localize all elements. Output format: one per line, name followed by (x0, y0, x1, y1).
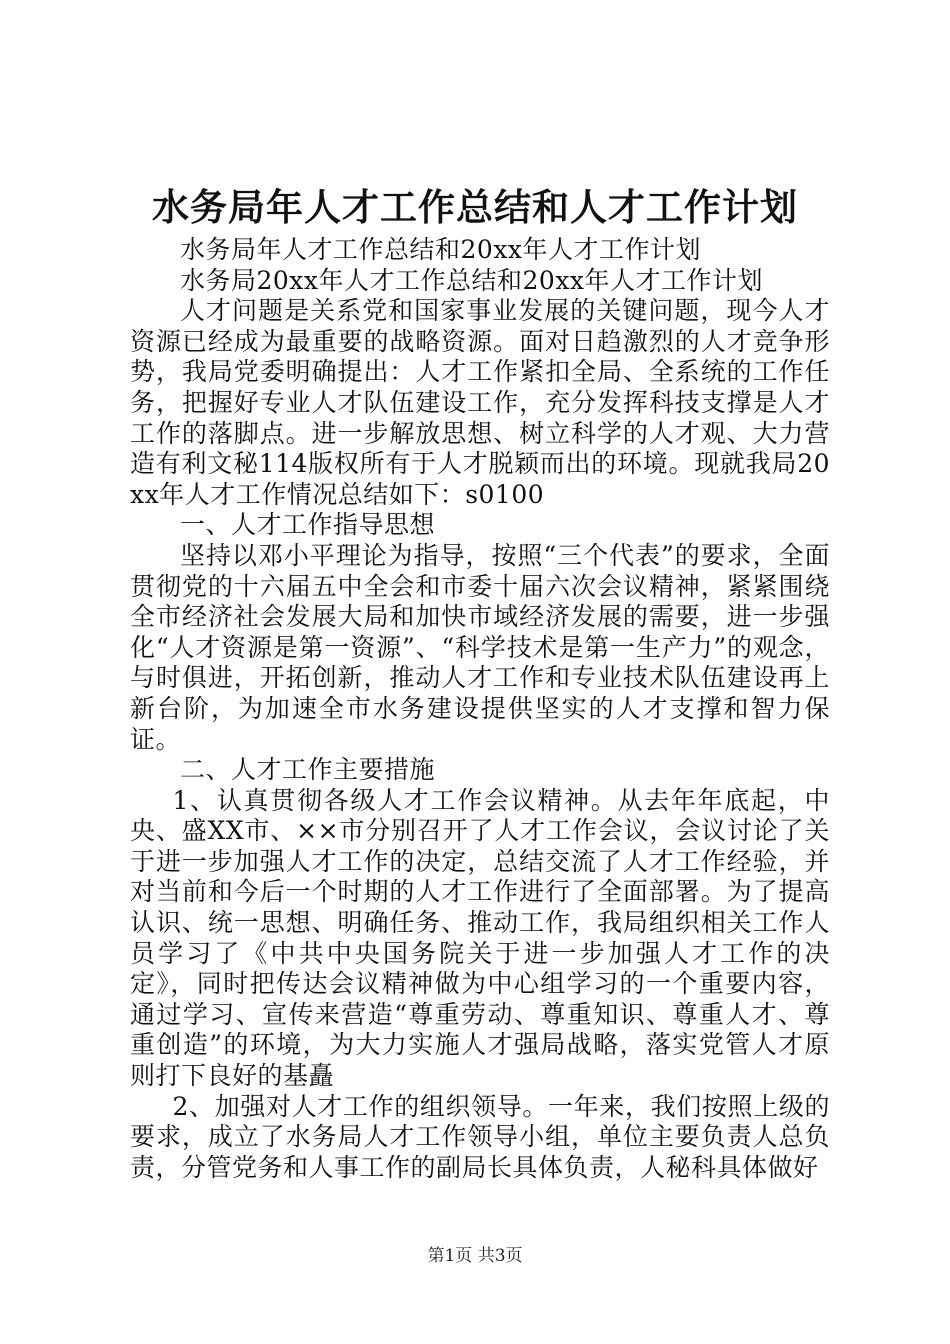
subtitle-line-1: 水务局年人才工作总结和20xx年人才工作计划 (180, 235, 702, 264)
subtitle-line-2: 水务局20xx年人才工作总结和20xx年人才工作计划 (180, 265, 764, 295)
section-heading-guiding-thought: 一、人才工作指导思想 (180, 510, 436, 540)
document-title: 水务局年人才工作总结和人才工作计划 (152, 186, 798, 229)
measure-2-paragraph: 2、加强对人才工作的组织领导。一年来，我们按照上级的要求，成立了水务局人才工作领导小组，单位主要负责人总负责，分管党务和人事工作的副局长具体负责，人秘科具体做好 (130, 1091, 830, 1182)
guiding-thought-paragraph: 坚持以邓小平理论为指导，按照“三个代表”的要求，全面贯彻党的十六届五中全会和市委十届六次会议精神，紧紧围绕全市经济社会发展大局和加快市域经济发展的需要，进一步强化“人才资源是第一资源”、“科学技术是第一生产力”的观念，与时俱进，开拓创新，推动人才工作和专业技术队伍建设再上新台阶，为加速全市水务建设提供坚实的人才支撑和智力保证。 (130, 540, 830, 754)
measure-1-paragraph: 1、认真贯彻各级人才工作会议精神。从去年年底起，中央、盛XX市、××市分别召开了人才工作会议，会议讨论了关于进一步加强人才工作的决定，总结交流了人才工作经验，并对当前和今后一个时期的人才工作进行了全面部署。为了提高认识、统一思想、明确任务、推动工作，我局组织相关工作人员学习了《中共中央国务院关于进一步加强人才工作的决定》，同时把传达会议精神做为中心组学习的一个重要内容，通过学习、宣传来营造“尊重劳动、尊重知识、尊重人才、尊重创造”的环境，为大力实施人才强局战略，落实党管人才原则打下良好的基矗 (130, 785, 830, 1091)
intro-paragraph: 人才问题是关系党和国家事业发展的关键问题，现今人才资源已经成为最重要的战略资源。面对日趋激烈的人才竞争形势，我局党委明确提出：人才工作紧扣全局、全系统的工作任务，把握好专业人才队伍建设工作，充分发挥科技支撑是人才工作的落脚点。进一步解放思想、树立科学的人才观、大力营造有利文秘114版权所有于人才脱颖而出的环境。现就我局20xx年人才工作情况总结如下：s0100 (130, 296, 830, 509)
section-heading-main-measures: 二、人才工作主要措施 (180, 755, 436, 785)
page-number-footer: 第1页 共3页 (427, 1246, 523, 1266)
document-body (130, 235, 830, 1183)
